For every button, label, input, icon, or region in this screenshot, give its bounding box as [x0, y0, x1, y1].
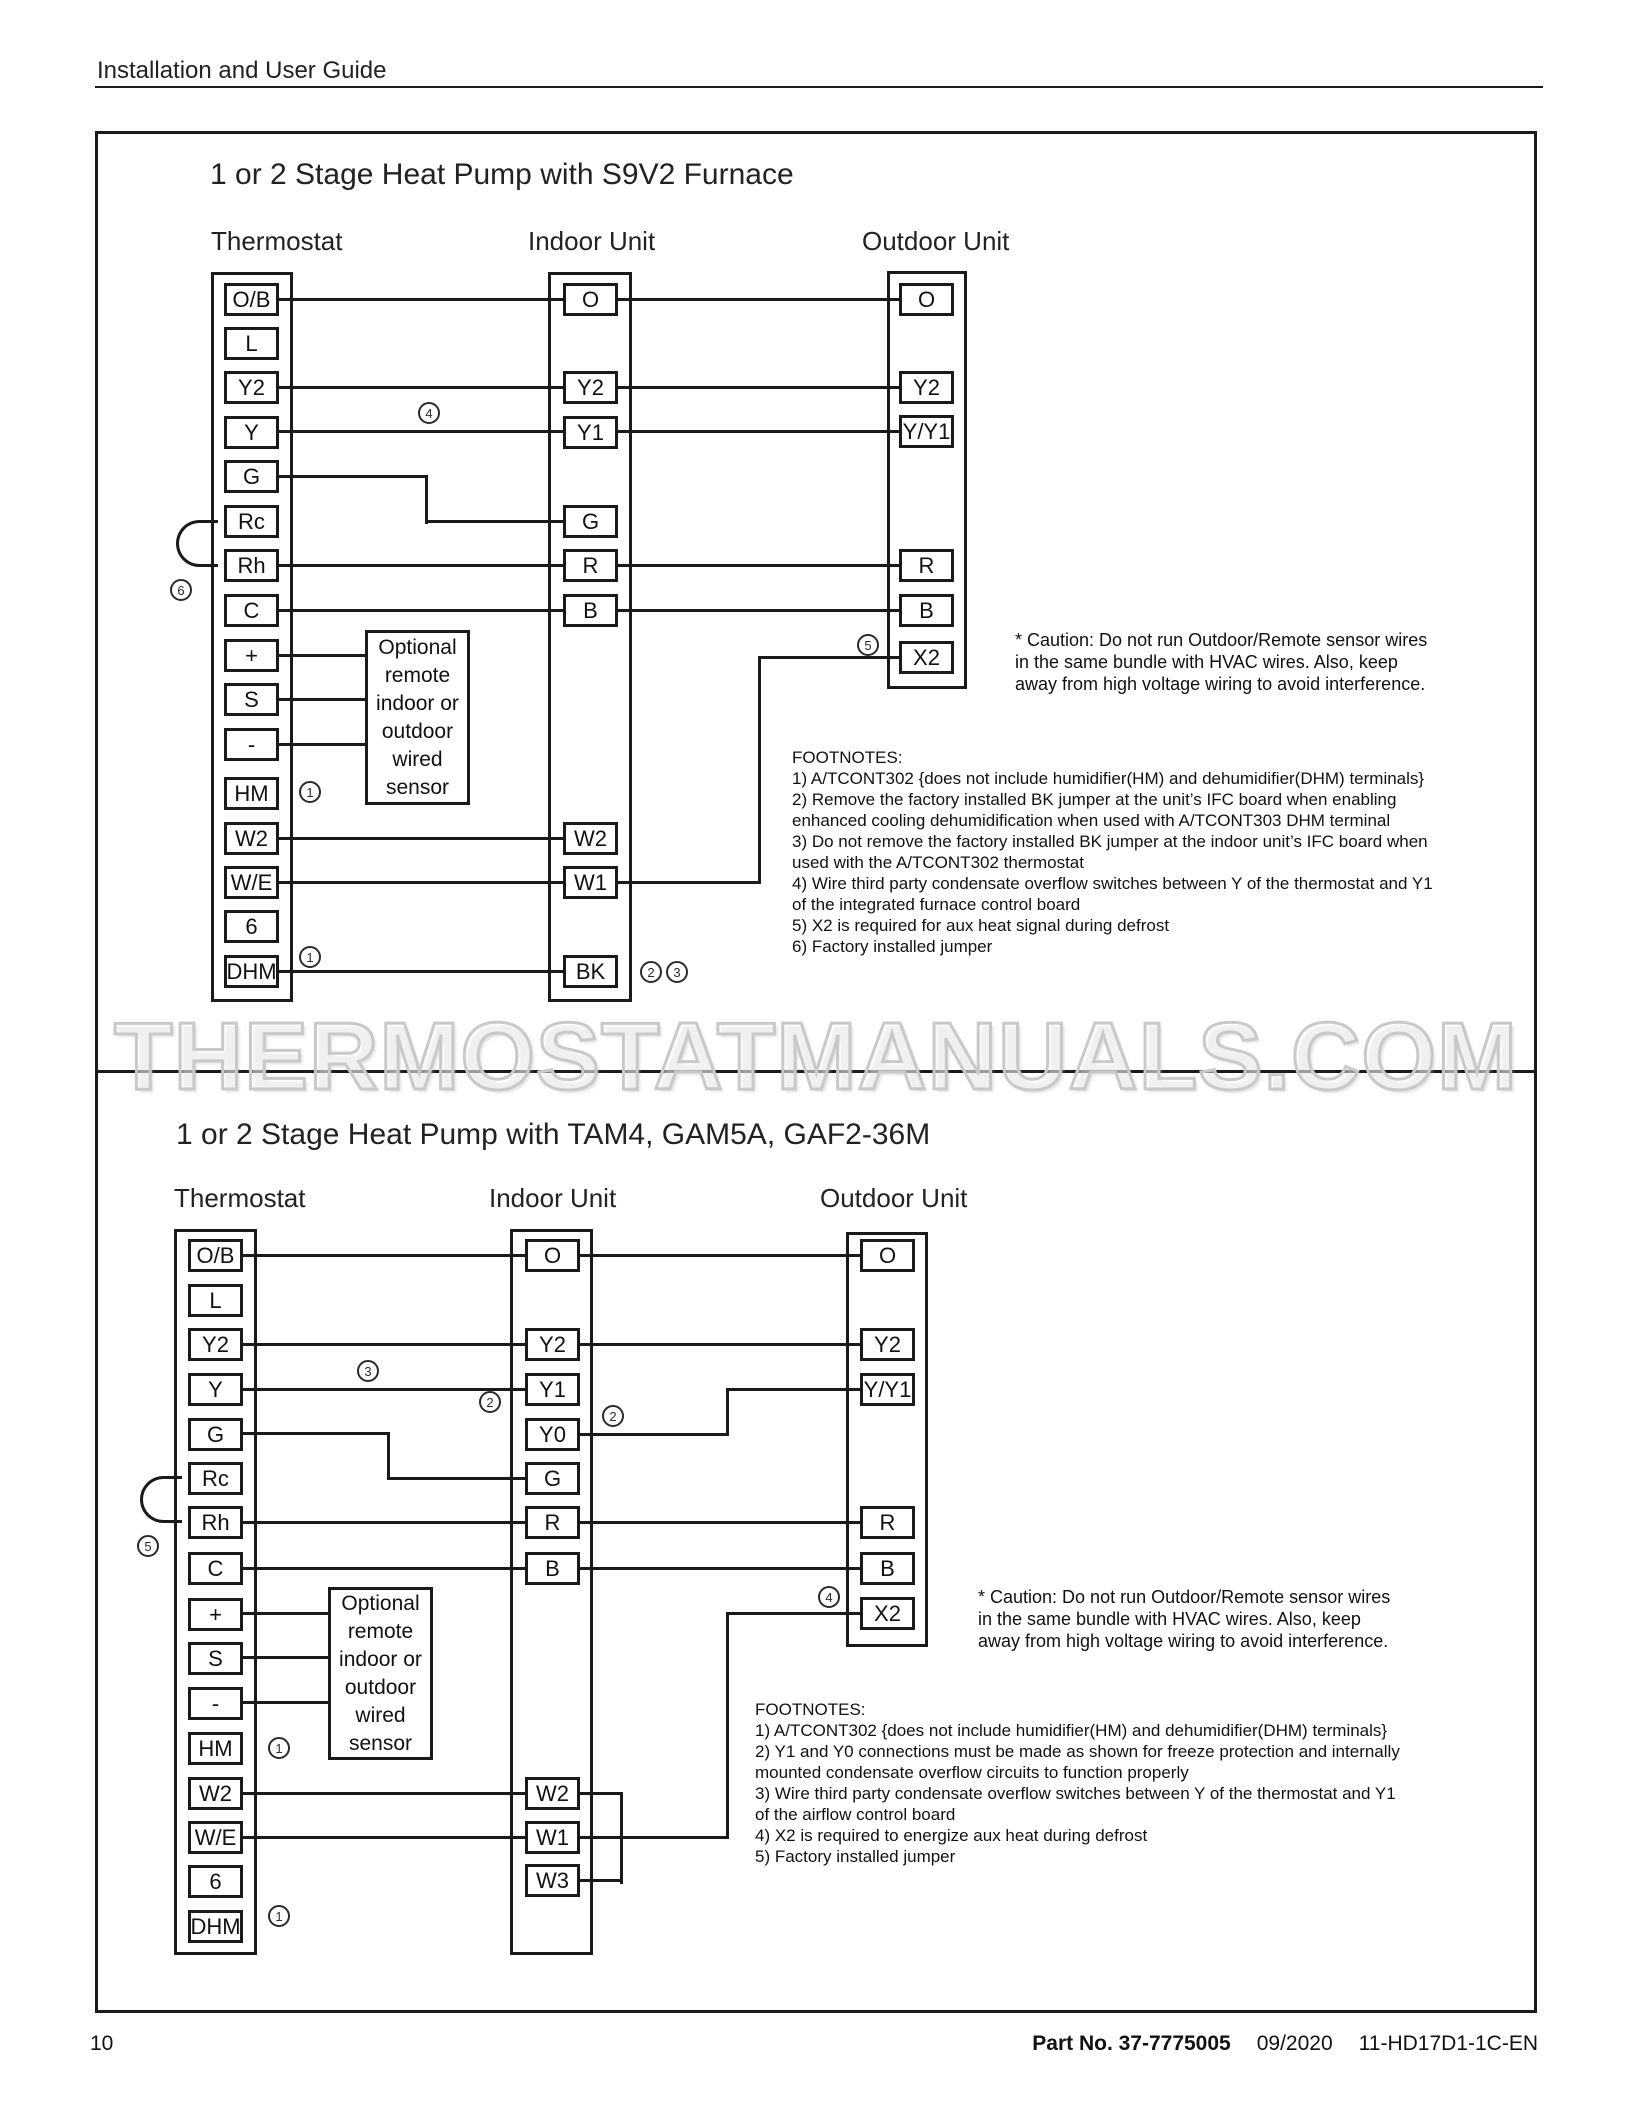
- wire: [243, 1792, 527, 1795]
- text-line: 3) Do not remove the factory installed BK jumper at the indoor unit’s IFC board when: [792, 832, 1428, 851]
- outdoor-terminal: Y2: [899, 371, 954, 404]
- text-line: * Caution: Do not run Outdoor/Remote sensor wires: [978, 1587, 1391, 1607]
- text-line: 6) Factory installed jumper: [792, 937, 993, 956]
- outdoor-terminal: B: [860, 1552, 915, 1585]
- text-line: indoor or: [339, 1647, 422, 1671]
- thermostat-terminal: 6: [188, 1865, 243, 1898]
- text-line: in the same bundle with HVAC wires. Also, keep: [1015, 652, 1398, 672]
- outdoor-terminal: O: [899, 283, 954, 316]
- thermostat-terminal: Y: [224, 416, 279, 449]
- thermostat-terminal: C: [188, 1552, 243, 1585]
- footnote-callout: 5: [857, 634, 879, 656]
- header-rule: [95, 86, 1543, 88]
- text-line: 5) X2 is required for aux heat signal during defrost: [792, 916, 1170, 935]
- thermostat-terminal: -: [224, 728, 279, 761]
- footer-date: 09/2020: [1256, 2032, 1333, 2055]
- outdoor-terminal: B: [899, 594, 954, 627]
- thermostat-terminal: Rh: [224, 549, 279, 582]
- text-line: * Caution: Do not run Outdoor/Remote sensor wires: [1015, 630, 1428, 650]
- footer-doc-code: 11-HD17D1-1C-EN: [1358, 2032, 1538, 2055]
- footer-doc-info: [1032, 2032, 1538, 2056]
- outdoor-terminal: Y/Y1: [860, 1373, 915, 1406]
- footnote-callout: 6: [170, 579, 192, 601]
- watermark: THERMOSTATMANUALS.COM: [114, 1003, 1518, 1110]
- indoor-terminal: B: [525, 1552, 580, 1585]
- indoor-terminal: W3: [525, 1864, 580, 1897]
- outdoor-terminal: Y2: [860, 1328, 915, 1361]
- indoor-terminal: R: [563, 549, 618, 582]
- text-line: outdoor: [381, 719, 454, 743]
- diagram-title: 1 or 2 Stage Heat Pump with S9V2 Furnace: [210, 158, 794, 191]
- text-line: 4) Wire third party condensate overflow switches between Y of the thermostat and Y1: [792, 874, 1433, 893]
- wire: [425, 475, 428, 524]
- thermostat-terminal: W2: [188, 1777, 243, 1810]
- indoor-terminal: W2: [563, 822, 618, 855]
- text-line: Optional: [341, 1591, 420, 1615]
- text-line: 1) A/TCONT302 {does not include humidifier(HM) and dehumidifier(DHM) terminals}: [792, 769, 1425, 788]
- text-line: wired: [392, 747, 443, 771]
- footnote-callout: 2: [479, 1391, 501, 1413]
- indoor-terminal: W2: [525, 1777, 580, 1810]
- text-line: 2) Remove the factory installed BK jumper at the unit’s IFC board when enabling: [792, 790, 1397, 809]
- wire: [580, 1433, 728, 1436]
- thermostat-terminal: L: [224, 327, 279, 360]
- text-line: sensor: [385, 775, 450, 799]
- caution-note: [1015, 629, 1427, 695]
- text-line: FOOTNOTES:: [792, 748, 903, 767]
- text-line: outdoor: [344, 1675, 417, 1699]
- text-line: Optional: [378, 635, 457, 659]
- text-line: in the same bundle with HVAC wires. Also, keep: [978, 1609, 1361, 1629]
- page-header-title: Installation and User Guide: [97, 57, 387, 84]
- diagram-title: 1 or 2 Stage Heat Pump with TAM4, GAM5A, GAF2-36M: [176, 1118, 931, 1151]
- thermostat-terminal: G: [224, 460, 279, 493]
- column-header-outdoor: Outdoor Unit: [820, 1183, 968, 1213]
- outdoor-terminal: X2: [899, 641, 954, 674]
- sensor-note-box: [365, 630, 470, 805]
- text-line: remote: [384, 663, 451, 687]
- indoor-terminal: B: [563, 594, 618, 627]
- wire: [279, 837, 565, 840]
- thermostat-terminal: Y2: [224, 371, 279, 404]
- text-line: FOOTNOTES:: [755, 1700, 866, 1719]
- thermostat-terminal: 6: [224, 910, 279, 943]
- outdoor-terminal: R: [860, 1506, 915, 1539]
- indoor-terminal: W1: [525, 1821, 580, 1854]
- text-line: of the integrated furnace control board: [792, 895, 1081, 914]
- text-line: 2) Y1 and Y0 connections must be made as shown for freeze protection and internally: [755, 1742, 1400, 1761]
- thermostat-terminal: G: [188, 1418, 243, 1451]
- text-line: away from high voltage wiring to avoid interference.: [1015, 674, 1426, 694]
- thermostat-terminal: L: [188, 1284, 243, 1317]
- thermostat-terminal: HM: [224, 777, 279, 810]
- text-line: 5) Factory installed jumper: [755, 1847, 956, 1866]
- indoor-terminal: G: [563, 505, 618, 538]
- outdoor-terminal: Y/Y1: [899, 415, 954, 448]
- outdoor-terminal: R: [899, 549, 954, 582]
- indoor-terminal: BK: [563, 955, 618, 988]
- thermostat-terminal: Y: [188, 1373, 243, 1406]
- sensor-note-box: [328, 1587, 433, 1760]
- wire: [726, 1612, 862, 1615]
- thermostat-terminal: Y2: [188, 1328, 243, 1361]
- wire: [279, 970, 565, 973]
- thermostat-terminal: Rc: [224, 505, 279, 538]
- wire: [243, 1432, 390, 1435]
- wire: [580, 1836, 728, 1839]
- thermostat-terminal: Rc: [188, 1462, 243, 1495]
- footnotes-block: [755, 1699, 1400, 1867]
- wire: [758, 656, 901, 659]
- thermostat-terminal: W/E: [224, 866, 279, 899]
- wire: [243, 1836, 527, 1839]
- wire: [620, 1792, 623, 1884]
- wire: [726, 1388, 729, 1436]
- wire: [758, 656, 761, 883]
- indoor-terminal: W1: [563, 866, 618, 899]
- footer-part-number: Part No. 37-7775005: [1032, 2032, 1231, 2055]
- column-header-indoor: Indoor Unit: [489, 1183, 617, 1213]
- text-line: mounted condensate overflow circuits to function properly: [755, 1763, 1189, 1782]
- text-line: of the airflow control board: [755, 1805, 956, 1824]
- text-line: 3) Wire third party condensate overflow switches between Y of the thermostat and Y1: [755, 1784, 1396, 1803]
- wire: [726, 1612, 729, 1839]
- footnote-callout: 2: [640, 961, 662, 983]
- wire: [279, 881, 565, 884]
- thermostat-terminal: W/E: [188, 1821, 243, 1854]
- footnote-callout: 3: [357, 1360, 379, 1382]
- column-header-thermostat: Thermostat: [211, 226, 343, 256]
- thermostat-terminal: W2: [224, 822, 279, 855]
- column-header-outdoor: Outdoor Unit: [862, 226, 1010, 256]
- thermostat-terminal: S: [224, 683, 279, 716]
- wire: [243, 1388, 527, 1391]
- indoor-terminal: G: [525, 1462, 580, 1495]
- text-line: 1) A/TCONT302 {does not include humidifier(HM) and dehumidifier(DHM) terminals}: [755, 1721, 1388, 1740]
- thermostat-terminal: Rh: [188, 1506, 243, 1539]
- footnote-callout: 4: [418, 402, 440, 424]
- footnote-callout: 1: [299, 781, 321, 803]
- thermostat-terminal: C: [224, 594, 279, 627]
- indoor-terminal: Y2: [563, 371, 618, 404]
- footnote-callout: 1: [299, 946, 321, 968]
- footnote-callout: 4: [818, 1586, 840, 1608]
- text-line: sensor: [348, 1731, 413, 1755]
- indoor-terminal: Y1: [563, 416, 618, 449]
- thermostat-terminal: +: [188, 1598, 243, 1631]
- text-line: 4) X2 is required to energize aux heat during defrost: [755, 1826, 1148, 1845]
- indoor-terminal: Y2: [525, 1328, 580, 1361]
- caution-note: [978, 1586, 1390, 1652]
- thermostat-terminal: HM: [188, 1732, 243, 1765]
- indoor-terminal: O: [563, 283, 618, 316]
- text-line: used with the A/TCONT302 thermostat: [792, 853, 1084, 872]
- thermostat-terminal: DHM: [188, 1910, 243, 1943]
- footnote-callout: 2: [602, 1405, 624, 1427]
- text-line: remote: [347, 1619, 414, 1643]
- wire: [425, 520, 565, 523]
- indoor-terminal: Y0: [525, 1418, 580, 1451]
- wire: [387, 1477, 527, 1480]
- wire: [387, 1432, 390, 1480]
- footnotes-block: [792, 747, 1433, 957]
- wire: [617, 881, 761, 884]
- text-line: away from high voltage wiring to avoid interference.: [978, 1631, 1389, 1651]
- footnote-callout: 5: [137, 1535, 159, 1557]
- column-header-thermostat: Thermostat: [174, 1183, 306, 1213]
- footnote-callout: 1: [268, 1905, 290, 1927]
- text-line: enhanced cooling dehumidification when used with A/TCONT303 DHM terminal: [792, 811, 1391, 830]
- thermostat-terminal: O/B: [224, 283, 279, 316]
- thermostat-terminal: -: [188, 1687, 243, 1720]
- outdoor-terminal: X2: [860, 1597, 915, 1630]
- thermostat-terminal: +: [224, 639, 279, 672]
- text-line: wired: [355, 1703, 406, 1727]
- outdoor-terminal: O: [860, 1239, 915, 1272]
- footnote-callout: 1: [268, 1737, 290, 1759]
- thermostat-terminal: S: [188, 1642, 243, 1675]
- footnote-callout: 3: [666, 961, 688, 983]
- text-line: indoor or: [376, 691, 459, 715]
- indoor-terminal: Y1: [525, 1373, 580, 1406]
- column-header-indoor: Indoor Unit: [528, 226, 656, 256]
- thermostat-terminal: O/B: [188, 1239, 243, 1272]
- wire: [726, 1388, 862, 1391]
- indoor-terminal: R: [525, 1506, 580, 1539]
- footer-page-number: 10: [90, 2032, 114, 2055]
- wire: [279, 475, 428, 478]
- thermostat-terminal: DHM: [224, 955, 279, 988]
- indoor-terminal: O: [525, 1239, 580, 1272]
